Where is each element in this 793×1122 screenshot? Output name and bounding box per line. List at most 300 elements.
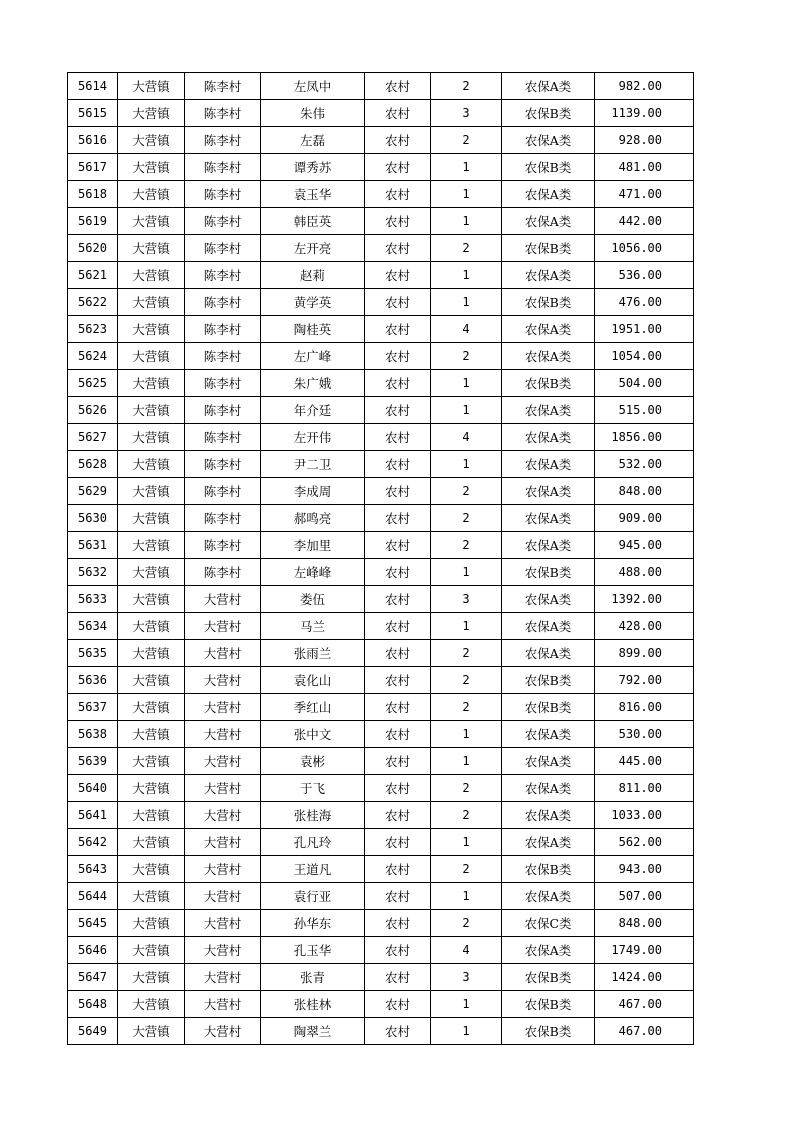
town-cell: 大营镇 [118, 613, 185, 640]
table-row [68, 937, 694, 964]
village-cell: 陈李村 [185, 559, 261, 586]
row-number-cell: 5646 [68, 937, 118, 964]
amount-cell: 1424.00 [595, 964, 694, 991]
table-row [68, 397, 694, 424]
town-cell: 大营镇 [118, 127, 185, 154]
name-cell: 张桂海 [261, 802, 365, 829]
amount-cell: 507.00 [595, 883, 694, 910]
village-cell: 大营村 [185, 991, 261, 1018]
amount-cell: 445.00 [595, 748, 694, 775]
town-cell: 大营镇 [118, 640, 185, 667]
table-row [68, 208, 694, 235]
row-number-cell: 5628 [68, 451, 118, 478]
area-type-cell: 农村 [365, 262, 431, 289]
household-count-cell: 1 [431, 613, 502, 640]
amount-cell: 562.00 [595, 829, 694, 856]
amount-cell: 471.00 [595, 181, 694, 208]
row-number-cell: 5640 [68, 775, 118, 802]
area-type-cell: 农村 [365, 856, 431, 883]
area-type-cell: 农村 [365, 397, 431, 424]
insurance-class-cell: 农保A类 [502, 532, 595, 559]
row-number-cell: 5637 [68, 694, 118, 721]
village-cell: 陈李村 [185, 127, 261, 154]
household-count-cell: 2 [431, 235, 502, 262]
table-row [68, 829, 694, 856]
household-count-cell: 2 [431, 667, 502, 694]
town-cell: 大营镇 [118, 316, 185, 343]
insurance-class-cell: 农保A类 [502, 181, 595, 208]
insurance-class-cell: 农保A类 [502, 424, 595, 451]
name-cell: 孔玉华 [261, 937, 365, 964]
area-type-cell: 农村 [365, 613, 431, 640]
town-cell: 大营镇 [118, 343, 185, 370]
insurance-class-cell: 农保A类 [502, 802, 595, 829]
name-cell: 张中文 [261, 721, 365, 748]
insurance-class-cell: 农保A类 [502, 640, 595, 667]
row-number-cell: 5622 [68, 289, 118, 316]
amount-cell: 536.00 [595, 262, 694, 289]
household-count-cell: 3 [431, 100, 502, 127]
town-cell: 大营镇 [118, 586, 185, 613]
area-type-cell: 农村 [365, 964, 431, 991]
village-cell: 大营村 [185, 667, 261, 694]
name-cell: 谭秀苏 [261, 154, 365, 181]
name-cell: 左磊 [261, 127, 365, 154]
amount-cell: 943.00 [595, 856, 694, 883]
village-cell: 大营村 [185, 802, 261, 829]
row-number-cell: 5633 [68, 586, 118, 613]
name-cell: 娄伍 [261, 586, 365, 613]
amount-cell: 945.00 [595, 532, 694, 559]
amount-cell: 1951.00 [595, 316, 694, 343]
area-type-cell: 农村 [365, 748, 431, 775]
amount-cell: 532.00 [595, 451, 694, 478]
row-number-cell: 5627 [68, 424, 118, 451]
insurance-class-cell: 农保B类 [502, 991, 595, 1018]
household-count-cell: 1 [431, 451, 502, 478]
area-type-cell: 农村 [365, 316, 431, 343]
row-number-cell: 5629 [68, 478, 118, 505]
table-body [68, 73, 694, 1045]
area-type-cell: 农村 [365, 343, 431, 370]
area-type-cell: 农村 [365, 532, 431, 559]
area-type-cell: 农村 [365, 127, 431, 154]
insurance-class-cell: 农保B类 [502, 559, 595, 586]
area-type-cell: 农村 [365, 586, 431, 613]
insurance-class-cell: 农保A类 [502, 478, 595, 505]
town-cell: 大营镇 [118, 559, 185, 586]
village-cell: 大营村 [185, 721, 261, 748]
household-count-cell: 1 [431, 883, 502, 910]
household-count-cell: 2 [431, 910, 502, 937]
insurance-class-cell: 农保A类 [502, 613, 595, 640]
name-cell: 于飞 [261, 775, 365, 802]
table-row [68, 559, 694, 586]
row-number-cell: 5643 [68, 856, 118, 883]
village-cell: 大营村 [185, 910, 261, 937]
town-cell: 大营镇 [118, 937, 185, 964]
insurance-class-cell: 农保A类 [502, 316, 595, 343]
household-count-cell: 2 [431, 775, 502, 802]
area-type-cell: 农村 [365, 1018, 431, 1045]
area-type-cell: 农村 [365, 478, 431, 505]
table-row [68, 127, 694, 154]
town-cell: 大营镇 [118, 964, 185, 991]
table-row [68, 964, 694, 991]
household-count-cell: 2 [431, 478, 502, 505]
name-cell: 左广峰 [261, 343, 365, 370]
area-type-cell: 农村 [365, 802, 431, 829]
amount-cell: 909.00 [595, 505, 694, 532]
village-cell: 陈李村 [185, 262, 261, 289]
town-cell: 大营镇 [118, 667, 185, 694]
name-cell: 王道凡 [261, 856, 365, 883]
name-cell: 马兰 [261, 613, 365, 640]
name-cell: 季红山 [261, 694, 365, 721]
insurance-class-cell: 农保B类 [502, 235, 595, 262]
household-count-cell: 2 [431, 640, 502, 667]
household-count-cell: 3 [431, 586, 502, 613]
name-cell: 李成周 [261, 478, 365, 505]
insurance-class-cell: 农保B类 [502, 667, 595, 694]
insurance-class-cell: 农保A类 [502, 208, 595, 235]
row-number-cell: 5645 [68, 910, 118, 937]
town-cell: 大营镇 [118, 397, 185, 424]
area-type-cell: 农村 [365, 154, 431, 181]
village-cell: 陈李村 [185, 73, 261, 100]
row-number-cell: 5614 [68, 73, 118, 100]
row-number-cell: 5619 [68, 208, 118, 235]
name-cell: 孔凡玲 [261, 829, 365, 856]
amount-cell: 899.00 [595, 640, 694, 667]
row-number-cell: 5624 [68, 343, 118, 370]
town-cell: 大营镇 [118, 532, 185, 559]
amount-cell: 530.00 [595, 721, 694, 748]
village-cell: 大营村 [185, 748, 261, 775]
name-cell: 孙华东 [261, 910, 365, 937]
amount-cell: 816.00 [595, 694, 694, 721]
village-cell: 陈李村 [185, 289, 261, 316]
amount-cell: 442.00 [595, 208, 694, 235]
table-row [68, 802, 694, 829]
village-cell: 大营村 [185, 640, 261, 667]
town-cell: 大营镇 [118, 748, 185, 775]
row-number-cell: 5618 [68, 181, 118, 208]
household-count-cell: 1 [431, 991, 502, 1018]
town-cell: 大营镇 [118, 775, 185, 802]
table-row [68, 235, 694, 262]
insurance-class-cell: 农保B类 [502, 694, 595, 721]
area-type-cell: 农村 [365, 883, 431, 910]
insurance-class-cell: 农保A类 [502, 343, 595, 370]
table-row [68, 262, 694, 289]
area-type-cell: 农村 [365, 505, 431, 532]
table-row [68, 100, 694, 127]
amount-cell: 792.00 [595, 667, 694, 694]
household-count-cell: 2 [431, 694, 502, 721]
insurance-class-cell: 农保A类 [502, 937, 595, 964]
row-number-cell: 5636 [68, 667, 118, 694]
table-row [68, 316, 694, 343]
village-cell: 陈李村 [185, 100, 261, 127]
insurance-class-cell: 农保A类 [502, 262, 595, 289]
area-type-cell: 农村 [365, 559, 431, 586]
insurance-class-cell: 农保B类 [502, 964, 595, 991]
table-row [68, 694, 694, 721]
table-row [68, 451, 694, 478]
table-row [68, 667, 694, 694]
village-cell: 陈李村 [185, 478, 261, 505]
insurance-class-cell: 农保B类 [502, 154, 595, 181]
area-type-cell: 农村 [365, 667, 431, 694]
table-row [68, 73, 694, 100]
row-number-cell: 5617 [68, 154, 118, 181]
insurance-class-cell: 农保A类 [502, 397, 595, 424]
name-cell: 左开亮 [261, 235, 365, 262]
village-cell: 大营村 [185, 937, 261, 964]
town-cell: 大营镇 [118, 883, 185, 910]
village-cell: 大营村 [185, 586, 261, 613]
area-type-cell: 农村 [365, 694, 431, 721]
table-row [68, 856, 694, 883]
area-type-cell: 农村 [365, 370, 431, 397]
town-cell: 大营镇 [118, 370, 185, 397]
village-cell: 大营村 [185, 775, 261, 802]
household-count-cell: 1 [431, 721, 502, 748]
row-number-cell: 5631 [68, 532, 118, 559]
table-row [68, 289, 694, 316]
town-cell: 大营镇 [118, 721, 185, 748]
town-cell: 大营镇 [118, 208, 185, 235]
amount-cell: 1033.00 [595, 802, 694, 829]
row-number-cell: 5647 [68, 964, 118, 991]
village-cell: 陈李村 [185, 397, 261, 424]
village-cell: 大营村 [185, 856, 261, 883]
table-row [68, 586, 694, 613]
village-cell: 陈李村 [185, 316, 261, 343]
town-cell: 大营镇 [118, 235, 185, 262]
insurance-class-cell: 农保A类 [502, 586, 595, 613]
name-cell: 袁化山 [261, 667, 365, 694]
row-number-cell: 5644 [68, 883, 118, 910]
amount-cell: 811.00 [595, 775, 694, 802]
amount-cell: 467.00 [595, 1018, 694, 1045]
row-number-cell: 5641 [68, 802, 118, 829]
town-cell: 大营镇 [118, 100, 185, 127]
table-row [68, 613, 694, 640]
household-count-cell: 2 [431, 856, 502, 883]
name-cell: 尹二卫 [261, 451, 365, 478]
name-cell: 左凤中 [261, 73, 365, 100]
area-type-cell: 农村 [365, 991, 431, 1018]
town-cell: 大营镇 [118, 1018, 185, 1045]
household-count-cell: 1 [431, 559, 502, 586]
insurance-class-cell: 农保A类 [502, 505, 595, 532]
village-cell: 陈李村 [185, 370, 261, 397]
area-type-cell: 农村 [365, 829, 431, 856]
table-row [68, 1018, 694, 1045]
table-row [68, 181, 694, 208]
amount-cell: 488.00 [595, 559, 694, 586]
village-cell: 陈李村 [185, 181, 261, 208]
town-cell: 大营镇 [118, 262, 185, 289]
name-cell: 张雨兰 [261, 640, 365, 667]
table-row [68, 478, 694, 505]
insurance-class-cell: 农保B类 [502, 1018, 595, 1045]
village-cell: 大营村 [185, 613, 261, 640]
insurance-class-cell: 农保B类 [502, 100, 595, 127]
row-number-cell: 5634 [68, 613, 118, 640]
table-row [68, 775, 694, 802]
village-cell: 陈李村 [185, 154, 261, 181]
household-count-cell: 2 [431, 343, 502, 370]
insurance-class-cell: 农保A类 [502, 883, 595, 910]
area-type-cell: 农村 [365, 208, 431, 235]
town-cell: 大营镇 [118, 478, 185, 505]
name-cell: 袁玉华 [261, 181, 365, 208]
table-row [68, 154, 694, 181]
household-count-cell: 1 [431, 154, 502, 181]
amount-cell: 982.00 [595, 73, 694, 100]
name-cell: 朱广娥 [261, 370, 365, 397]
household-count-cell: 2 [431, 802, 502, 829]
town-cell: 大营镇 [118, 424, 185, 451]
area-type-cell: 农村 [365, 100, 431, 127]
town-cell: 大营镇 [118, 856, 185, 883]
table-row [68, 343, 694, 370]
row-number-cell: 5635 [68, 640, 118, 667]
name-cell: 张桂林 [261, 991, 365, 1018]
amount-cell: 1749.00 [595, 937, 694, 964]
household-count-cell: 1 [431, 370, 502, 397]
village-cell: 陈李村 [185, 424, 261, 451]
table-row [68, 640, 694, 667]
name-cell: 袁彬 [261, 748, 365, 775]
row-number-cell: 5621 [68, 262, 118, 289]
amount-cell: 481.00 [595, 154, 694, 181]
insurance-class-cell: 农保A类 [502, 73, 595, 100]
household-count-cell: 3 [431, 964, 502, 991]
name-cell: 张青 [261, 964, 365, 991]
household-count-cell: 4 [431, 424, 502, 451]
area-type-cell: 农村 [365, 721, 431, 748]
household-count-cell: 1 [431, 208, 502, 235]
table-row [68, 883, 694, 910]
row-number-cell: 5615 [68, 100, 118, 127]
name-cell: 陶翠兰 [261, 1018, 365, 1045]
area-type-cell: 农村 [365, 235, 431, 262]
household-count-cell: 1 [431, 289, 502, 316]
insurance-class-cell: 农保A类 [502, 721, 595, 748]
insurance-class-cell: 农保C类 [502, 910, 595, 937]
name-cell: 左开伟 [261, 424, 365, 451]
amount-cell: 1054.00 [595, 343, 694, 370]
row-number-cell: 5638 [68, 721, 118, 748]
household-count-cell: 1 [431, 748, 502, 775]
name-cell: 左峰峰 [261, 559, 365, 586]
row-number-cell: 5642 [68, 829, 118, 856]
town-cell: 大营镇 [118, 73, 185, 100]
area-type-cell: 农村 [365, 640, 431, 667]
household-count-cell: 4 [431, 937, 502, 964]
row-number-cell: 5626 [68, 397, 118, 424]
town-cell: 大营镇 [118, 829, 185, 856]
row-number-cell: 5649 [68, 1018, 118, 1045]
row-number-cell: 5625 [68, 370, 118, 397]
name-cell: 袁行亚 [261, 883, 365, 910]
household-count-cell: 1 [431, 181, 502, 208]
village-cell: 大营村 [185, 829, 261, 856]
table-row [68, 370, 694, 397]
village-cell: 大营村 [185, 964, 261, 991]
table-row [68, 991, 694, 1018]
name-cell: 陶桂英 [261, 316, 365, 343]
area-type-cell: 农村 [365, 775, 431, 802]
village-cell: 陈李村 [185, 451, 261, 478]
town-cell: 大营镇 [118, 802, 185, 829]
town-cell: 大营镇 [118, 451, 185, 478]
amount-cell: 1392.00 [595, 586, 694, 613]
village-cell: 大营村 [185, 694, 261, 721]
village-cell: 陈李村 [185, 505, 261, 532]
table-row [68, 721, 694, 748]
household-count-cell: 2 [431, 127, 502, 154]
amount-cell: 848.00 [595, 478, 694, 505]
insurance-class-cell: 农保A类 [502, 451, 595, 478]
household-count-cell: 1 [431, 829, 502, 856]
household-count-cell: 2 [431, 505, 502, 532]
name-cell: 黄学英 [261, 289, 365, 316]
area-type-cell: 农村 [365, 181, 431, 208]
row-number-cell: 5639 [68, 748, 118, 775]
row-number-cell: 5632 [68, 559, 118, 586]
table-row [68, 532, 694, 559]
village-cell: 陈李村 [185, 532, 261, 559]
name-cell: 郝鸣亮 [261, 505, 365, 532]
household-count-cell: 2 [431, 73, 502, 100]
table-row [68, 505, 694, 532]
area-type-cell: 农村 [365, 289, 431, 316]
insurance-class-cell: 农保A类 [502, 748, 595, 775]
row-number-cell: 5623 [68, 316, 118, 343]
town-cell: 大营镇 [118, 181, 185, 208]
row-number-cell: 5620 [68, 235, 118, 262]
amount-cell: 928.00 [595, 127, 694, 154]
amount-cell: 504.00 [595, 370, 694, 397]
name-cell: 赵莉 [261, 262, 365, 289]
area-type-cell: 农村 [365, 937, 431, 964]
town-cell: 大营镇 [118, 154, 185, 181]
name-cell: 年介廷 [261, 397, 365, 424]
town-cell: 大营镇 [118, 991, 185, 1018]
amount-cell: 467.00 [595, 991, 694, 1018]
area-type-cell: 农村 [365, 451, 431, 478]
town-cell: 大营镇 [118, 505, 185, 532]
village-cell: 陈李村 [185, 235, 261, 262]
table-row [68, 748, 694, 775]
amount-cell: 1856.00 [595, 424, 694, 451]
amount-cell: 515.00 [595, 397, 694, 424]
amount-cell: 476.00 [595, 289, 694, 316]
village-cell: 陈李村 [185, 343, 261, 370]
table-row [68, 910, 694, 937]
area-type-cell: 农村 [365, 424, 431, 451]
row-number-cell: 5630 [68, 505, 118, 532]
town-cell: 大营镇 [118, 289, 185, 316]
table-row [68, 424, 694, 451]
insurance-class-cell: 农保B类 [502, 370, 595, 397]
area-type-cell: 农村 [365, 910, 431, 937]
